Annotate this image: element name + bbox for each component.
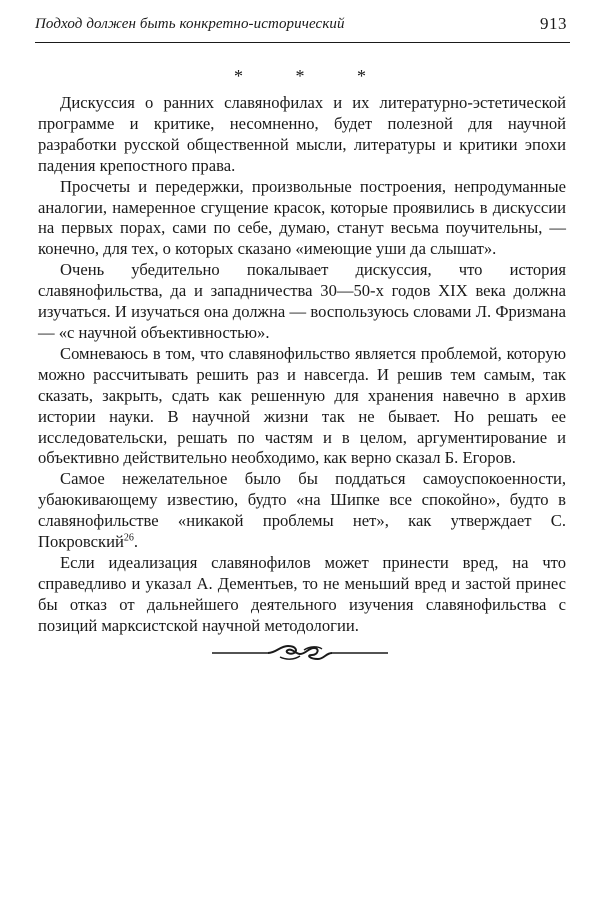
page-number: 913 [540,14,567,33]
body-text [38,93,566,637]
paragraph: Сомневаюсь в том, что славянофильство является проблемой, которую можно рассчитывать решить раз и навсегда. И решив тем самым, так сказать, закрыть, сдать как решенную для хранения навечно в архив истории науки. В научной жизни так не бывает. Но решать ее исследовательски, решать по частям и в целом, аргументирование и объективно действительно необходимо, как верно сказал Б. Егоров. [38,343,566,468]
paragraph: Самое нежелательное было бы поддаться самоуспокоенности, убаюкивающему известию, будто «на Шипке все спокойно», будто в славянофильстве «никакой проблемы нет», как утверждает С. Покровский$^{26}$. [38,469,566,552]
footnote-marker: 26 [123,532,134,544]
section-separator: * * * [234,66,390,86]
running-title: Подход должен быть конкретно-исторический [35,16,345,32]
page-header [35,16,570,38]
header-rule [35,42,570,43]
paragraph: Дискуссия о ранних славянофилах и их литературно-эстетической программе и критике, несомненно, будет полезной для научной разработки русской общественной мысли, литературы и критики эпохи падения крепостного права. [38,93,566,175]
ornament-flourish-icon [210,640,390,666]
paragraph: Очень убедительно покалывает дискуссия, что история славянофильства, да и западничества 30—50-х годов XIX века должна изучаться. И изучаться она должна — воспользуюсь словами Л. Фризмана — «с научной объективностью». [38,260,566,342]
paragraph: Просчеты и передержки, произвольные построения, непродуманные аналогии, намеренное сгущение красок, которые проявились в дискуссии на первых порах, сами по себе, думаю, станут весьма поучительны, — конечно, для тех, о которых сказано «имеющие уши да слышат». [38,176,566,259]
paragraph: Если идеализация славянофилов может принести вред, на что справедливо и указал А. Дементьев, то не меньший вред и застой принес бы отказ от дальнейшего деятельного изучения славянофильства с позиций марксистской научной методологии. [38,552,566,635]
